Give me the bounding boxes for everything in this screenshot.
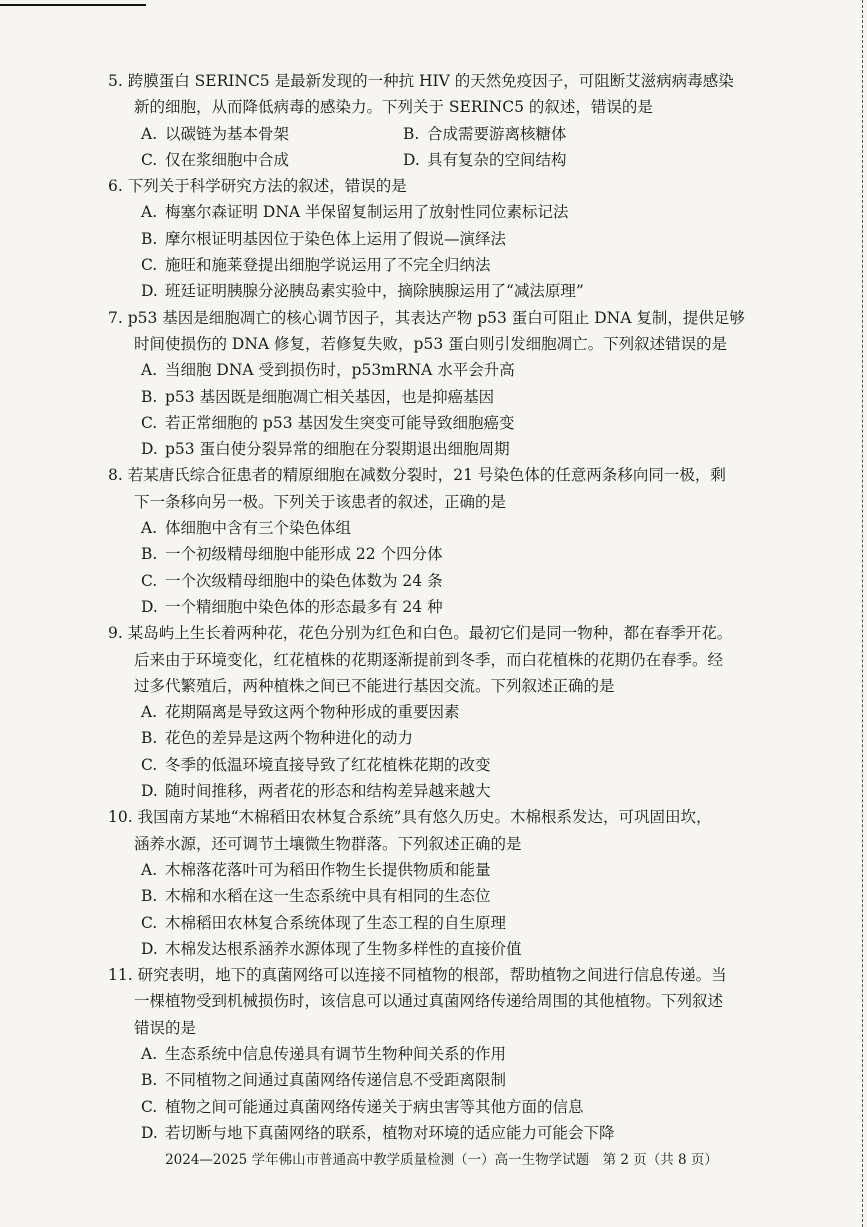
question-stem-line: 10. 我国南方某地“木棉稻田农林复合系统”具有悠久历史。木棉根系发达，可巩固田坎， [0,804,867,830]
top-edge-rule [0,4,146,6]
question-number: 6. [108,177,123,196]
option-b: B. 一个初级精母细胞中能形成 22 个四分体 [141,545,443,564]
question-number: 11. [108,966,133,985]
option-a: A. 梅塞尔森证明 DNA 半保留复制运用了放射性同位素标记法 [141,203,569,222]
question-5 [0,68,867,173]
question-number: 10. [108,808,133,827]
question-stem-line: 过多代繁殖后，两种植株之间已不能进行基因交流。下列叙述正确的是 [134,676,615,695]
question-stem-line: 11. 研究表明，地下的真菌网络可以连接不同植物的根部，帮助植物之间进行信息传递。当 [0,962,867,988]
question-number: 9. [108,624,123,643]
question-stem-line: 6. 下列关于科学研究方法的叙述，错误的是 [0,173,867,199]
option-a: A. 木棉落花落叶可为稻田作物生长提供物质和能量 [141,860,491,879]
option-d: D. 若切断与地下真菌网络的联系，植物对环境的适应能力可能会下降 [141,1123,615,1142]
question-stem-line: 错误的是 [134,1018,197,1037]
option-c: C. 若正常细胞的 p53 基因发生突变可能导致细胞癌变 [141,413,515,432]
question-6 [0,173,867,304]
option-b: B. 合成需要游离核糖体 [403,124,567,143]
option-a: A. 体细胞中含有三个染色体组 [141,519,352,538]
option-b: B. 不同植物之间通过真菌网络传递信息不受距离限制 [141,1071,507,1090]
page-footer: 2024—2025 学年佛山市普通高中教学质量检测（一）高一生物学试题 第 2 页（共 8 页） [165,1152,718,1168]
option-a: A. 花期隔离是导致这两个物种形成的重要因素 [141,703,460,722]
option-c: C. 仅在浆细胞中合成 [141,150,290,169]
option-row [0,147,867,173]
question-number: 5. [108,72,123,90]
question-stem-line: 一棵植物受到机械损伤时，该信息可以通过真菌网络传递给周围的其他植物。下列叙述 [134,992,724,1011]
question-stem-line: 7. p53 基因是细胞凋亡的核心调节因子，其表达产物 p53 蛋白可阻止 DNA 复制，提供足够 [0,305,867,331]
question-number: 8. [108,466,123,485]
question-11 [0,962,867,1146]
question-stem-line: 8. 若某唐氏综合征患者的精原细胞在减数分裂时，21 号染色体的任意两条移向同一极，剩 [0,462,867,488]
option-d: D. 班廷证明胰腺分泌胰岛素实验中，摘除胰腺运用了“减法原理” [141,282,584,301]
option-c: C. 施旺和施莱登提出细胞学说运用了不完全归纳法 [141,256,491,275]
question-9 [0,620,867,804]
option-c: C. 木棉稻田农林复合系统体现了生态工程的自生原理 [141,913,507,932]
question-stem-line: 5. 跨膜蛋白 SERINC5 是最新发现的一种抗 HIV 的天然免疫因子，可阻断艾滋病病毒感染 [0,68,867,94]
option-b: B. 花色的差异是这两个物种进化的动力 [141,729,414,748]
question-stem-line: 下一条移向另一极。下列关于该患者的叙述，正确的是 [134,492,507,511]
question-8 [0,462,867,620]
question-stem-line: 新的细胞，从而降低病毒的感染力。下列关于 SERINC5 的叙述，错误的是 [134,98,653,117]
option-row [0,121,867,147]
option-c: C. 植物之间可能通过真菌网络传递关于病虫害等其他方面的信息 [141,1097,584,1116]
option-a: A. 生态系统中信息传递具有调节生物种间关系的作用 [141,1044,507,1063]
option-d: D. 随时间推移，两者花的形态和结构差异越来越大 [141,782,491,801]
exam-page-body [0,68,867,1146]
question-stem-line: 时间使损伤的 DNA 修复，若修复失败，p53 蛋白则引发细胞凋亡。下列叙述错误的是 [134,334,728,353]
question-stem-line: 后来由于环境变化，红花植株的花期逐渐提前到冬季，而白花植株的花期仍在春季。经 [134,650,724,669]
option-c: C. 一个次级精母细胞中的染色体数为 24 条 [141,571,443,590]
option-d: D. 木棉发达根系涵养水源体现了生物多样性的直接价值 [141,939,522,958]
question-number: 7. [108,308,123,327]
question-7 [0,305,867,463]
option-d: D. 具有复杂的空间结构 [403,150,567,169]
option-d: D. 一个精细胞中染色体的形态最多有 24 种 [141,597,443,616]
question-stem-line: 9. 某岛屿上生长着两种花，花色分别为红色和白色。最初它们是同一物种，都在春季开花。 [0,620,867,646]
option-a: A. 以碳链为基本骨架 [141,124,290,143]
option-b: B. 摩尔根证明基因位于染色体上运用了假说—演绎法 [141,229,507,248]
option-b: B. 木棉和水稻在这一生态系统中具有相同的生态位 [141,887,491,906]
option-b: B. p53 基因既是细胞凋亡相关基因，也是抑癌基因 [141,387,495,406]
option-c: C. 冬季的低温环境直接导致了红花植株花期的改变 [141,755,491,774]
option-d: D. p53 蛋白使分裂异常的细胞在分裂期退出细胞周期 [141,440,510,459]
question-10 [0,804,867,962]
option-a: A. 当细胞 DNA 受到损伤时，p53mRNA 水平会升高 [141,361,515,380]
question-stem-line: 涵养水源，还可调节土壤微生物群落。下列叙述正确的是 [134,834,522,853]
